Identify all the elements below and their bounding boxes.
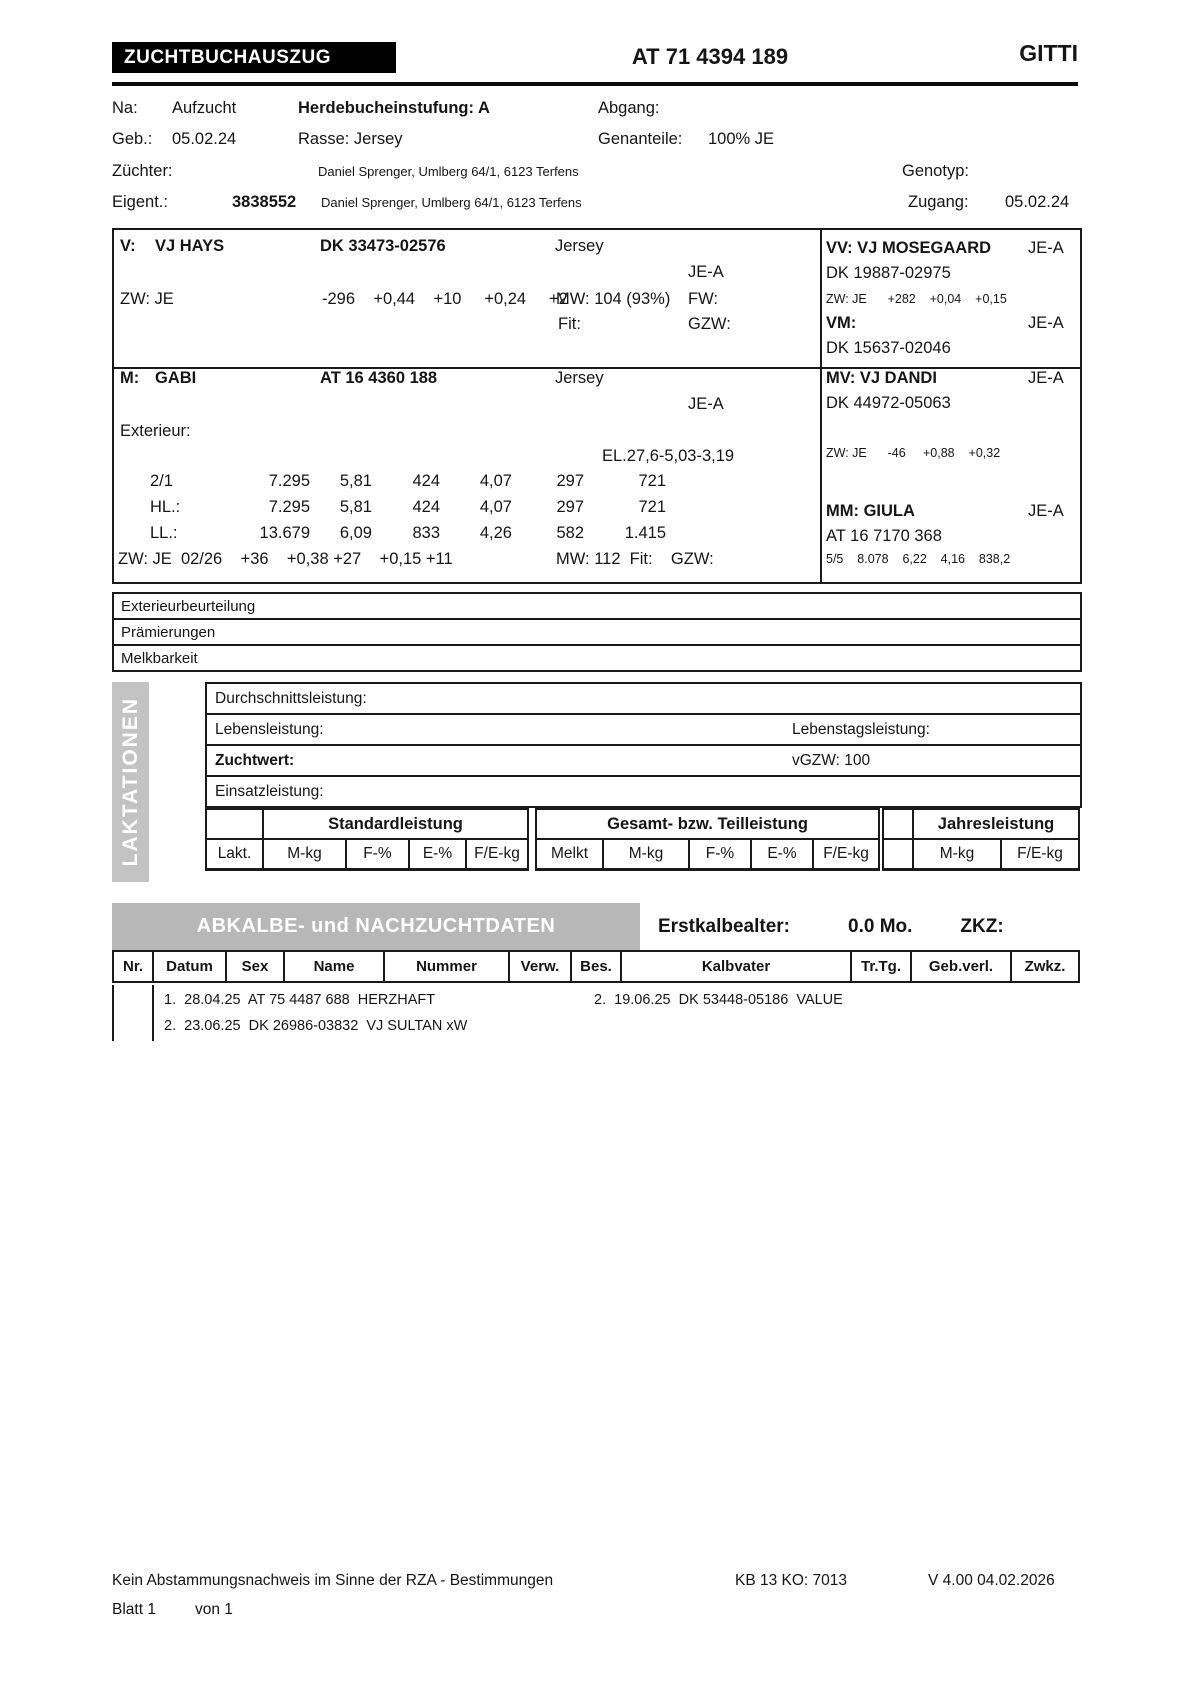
geb-label: Geb.: (112, 130, 153, 148)
dam-sire-class: JE-A (1028, 369, 1064, 387)
nr-column-divider (152, 985, 154, 1041)
lactation-summary-box (205, 682, 1082, 808)
sire-dam-class: JE-A (1028, 314, 1064, 332)
calving-data-area (112, 985, 1080, 1041)
dam-breed: Jersey (555, 369, 604, 387)
dam-label: M: (120, 369, 140, 387)
col-kalbvater: Kalbvater (621, 951, 851, 982)
footer-sheet: Blatt 1 (112, 1601, 156, 1618)
sire-name: VJ HAYS (155, 237, 225, 255)
eigent-number: 3838552 (232, 193, 297, 211)
col-fekg: F/E-kg (1001, 839, 1079, 870)
col-mkg: M-kg (263, 839, 346, 870)
abgang-label: Abgang: (598, 99, 660, 117)
dam-dam-number: AT 16 7170 368 (826, 527, 942, 545)
col-datum: Datum (153, 951, 226, 982)
dam-lact-label: HL.: (150, 498, 181, 516)
col-sex: Sex (226, 951, 284, 982)
calving-entry: 2. 23.06.25 DK 26986-03832 VJ SULTAN xW (164, 1018, 468, 1034)
col-fekg: F/E-kg (466, 839, 528, 870)
sire-sire-number: DK 19887-02975 (826, 264, 951, 282)
gesamtleistung-header: Gesamt- bzw. Teilleistung (536, 809, 879, 839)
col-e-pct: E-% (409, 839, 466, 870)
dam-lact-row: LL.: 13.679 6,09 833 4,26 582 1.415 (150, 524, 666, 542)
praemierungen-row: Prämierungen (114, 620, 1080, 646)
footer-note: Kein Abstammungsnachweis im Sinne der RZA - Bestimmungen (112, 1572, 554, 1589)
dam-sire-name: MV: VJ DANDI (826, 369, 937, 387)
doc-type-banner: ZUCHTBUCHAUSZUG (112, 42, 396, 73)
footer-version: V 4.00 04.02.2026 (928, 1572, 1055, 1589)
sire-sire-zw: ZW: JE +282 +0,04 +0,15 (826, 292, 1007, 306)
dam-lact-row: 2/1 7.295 5,81 424 4,07 297 721 (150, 472, 666, 490)
zuechter-label: Züchter: (112, 162, 173, 180)
col-nr: Nr. (113, 951, 153, 982)
header-rule (112, 82, 1078, 86)
lebensleistung-row: Lebensleistung: Lebenstagsleistung: (207, 715, 1080, 746)
dam-lact-row: HL.: 7.295 5,81 424 4,07 297 721 (150, 498, 666, 516)
col-fekg: F/E-kg (813, 839, 879, 870)
sire-mw: MW: 104 (93%) (556, 290, 671, 308)
jahresleistung-header: Jahresleistung (913, 809, 1079, 839)
calving-title: ABKALBE- und NACHZUCHTDATEN (112, 903, 640, 950)
eigent-label: Eigent.: (112, 193, 168, 211)
durchschnittsleistung-row: Durchschnittsleistung: (207, 684, 1080, 715)
dam-class: JE-A (688, 395, 724, 413)
footer-code: KB 13 KO: 7013 (735, 1572, 848, 1589)
einsatzleistung-row: Einsatzleistung: (215, 782, 324, 800)
sire-fit-label: Fit: (558, 315, 581, 333)
calving-entry: 1. 28.04.25 AT 75 4487 688 HERZHAFT (164, 992, 436, 1008)
col-bes: Bes. (571, 951, 621, 982)
col-trtg: Tr.Tg. (851, 951, 911, 982)
calving-header-bar (112, 903, 1078, 950)
exterieurbeurteilung-row: Exterieurbeurteilung (114, 594, 1080, 620)
genanteile-label: Genanteile: (598, 130, 683, 148)
sire-number: DK 33473-02576 (320, 237, 446, 255)
sire-sire-class: JE-A (1028, 239, 1064, 257)
footer-sheet-of: von 1 (195, 1601, 233, 1618)
col-f-pct: F-% (689, 839, 751, 870)
sire-label: V: (120, 237, 136, 255)
zugang-value: 05.02.24 (1005, 193, 1070, 211)
dam-exterieur-label: Exterieur: (120, 422, 191, 440)
dam-lact-label: LL.: (150, 524, 178, 542)
sire-zw-label: ZW: JE (120, 290, 174, 308)
rasse-value: Rasse: Jersey (298, 130, 403, 148)
col-zwkz: Zwkz. (1011, 951, 1079, 982)
zuechter-value: Daniel Sprenger, Umlberg 64/1, 6123 Terfens (318, 164, 579, 179)
dam-number: AT 16 4360 188 (320, 369, 438, 387)
col-verw: Verw. (509, 951, 571, 982)
standardleistung-header: Standardleistung (263, 809, 528, 839)
standardleistung-table (205, 808, 529, 871)
col-name: Name (284, 951, 384, 982)
dam-dam-stats: 5/5 8.078 6,22 4,16 838,2 (826, 552, 1011, 566)
calving-entry: 2. 19.06.25 DK 53448-05186 VALUE (594, 992, 843, 1008)
sire-breed: Jersey (555, 237, 604, 255)
col-nummer: Nummer (384, 951, 509, 982)
vgzw-value: vGZW: 100 (792, 751, 871, 769)
zkz-label: ZKZ: (960, 915, 1004, 937)
col-e-pct: E-% (751, 839, 813, 870)
sire-gzw-label: GZW: (688, 315, 731, 333)
jahresleistung-table (882, 808, 1080, 871)
animal-number: AT 71 4394 189 (631, 44, 789, 69)
sire-class: JE-A (688, 263, 724, 281)
col-gebverl: Geb.verl. (911, 951, 1011, 982)
lebenstagsleistung-label: Lebenstagsleistung: (792, 720, 930, 738)
col-mkg: M-kg (603, 839, 689, 870)
eigent-value: Daniel Sprenger, Umlberg 64/1, 6123 Terfens (321, 195, 582, 210)
sire-dam-number: DK 15637-02046 (826, 339, 951, 357)
assessment-box (112, 592, 1082, 672)
laktationen-side-label: LAKTATIONEN (112, 682, 149, 882)
dam-dam-class: JE-A (1028, 502, 1064, 520)
genanteile-value: 100% JE (708, 130, 775, 148)
sire-fw-label: FW: (688, 290, 718, 308)
col-lakt: Lakt. (206, 839, 263, 870)
na-label: Na: (112, 99, 138, 117)
dam-lact-label: 2/1 (150, 472, 173, 490)
zuchtwert-row: Zuchtwert: vGZW: 100 (207, 746, 1080, 777)
col-f-pct: F-% (346, 839, 409, 870)
na-value: Aufzucht (172, 99, 237, 117)
col-melkt: Melkt (536, 839, 603, 870)
dam-name: GABI (155, 369, 197, 387)
gesamtleistung-table (535, 808, 880, 871)
dam-mw-line: MW: 112 Fit: GZW: (556, 550, 714, 568)
calving-header-values (640, 903, 1078, 950)
col-mkg: M-kg (913, 839, 1001, 870)
erstkalbealter-label: Erstkalbealter: (658, 915, 791, 937)
calving-columns-table (112, 950, 1080, 983)
melkbarkeit-row: Melkbarkeit (121, 649, 198, 667)
dam-zw-line: ZW: JE 02/26 +36 +0,38 +27 +0,15 +11 (118, 550, 453, 568)
sire-dam-name: VM: (826, 314, 857, 332)
animal-name: GITTI (1019, 40, 1078, 66)
dam-sire-number: DK 44972-05063 (826, 394, 951, 412)
zugang-label: Zugang: (908, 193, 969, 211)
geb-value: 05.02.24 (172, 130, 237, 148)
pedigree-vertical-divider (820, 230, 822, 582)
genotyp-label: Genotyp: (902, 162, 969, 180)
sire-zw-values: -296 +0,44 +10 +0,24 +2 (322, 290, 568, 308)
dam-dam-name: MM: GIULA (826, 502, 915, 520)
sire-sire-name: VV: VJ MOSEGAARD (826, 239, 992, 257)
erstkalbealter-value: 0.0 Mo. (848, 915, 913, 937)
dam-sire-zw: ZW: JE -46 +0,88 +0,32 (826, 446, 1001, 460)
dam-el-line: EL.27,6-5,03-3,19 (602, 447, 735, 465)
herdebuch-einstufung: Herdebucheinstufung: A (298, 99, 490, 117)
